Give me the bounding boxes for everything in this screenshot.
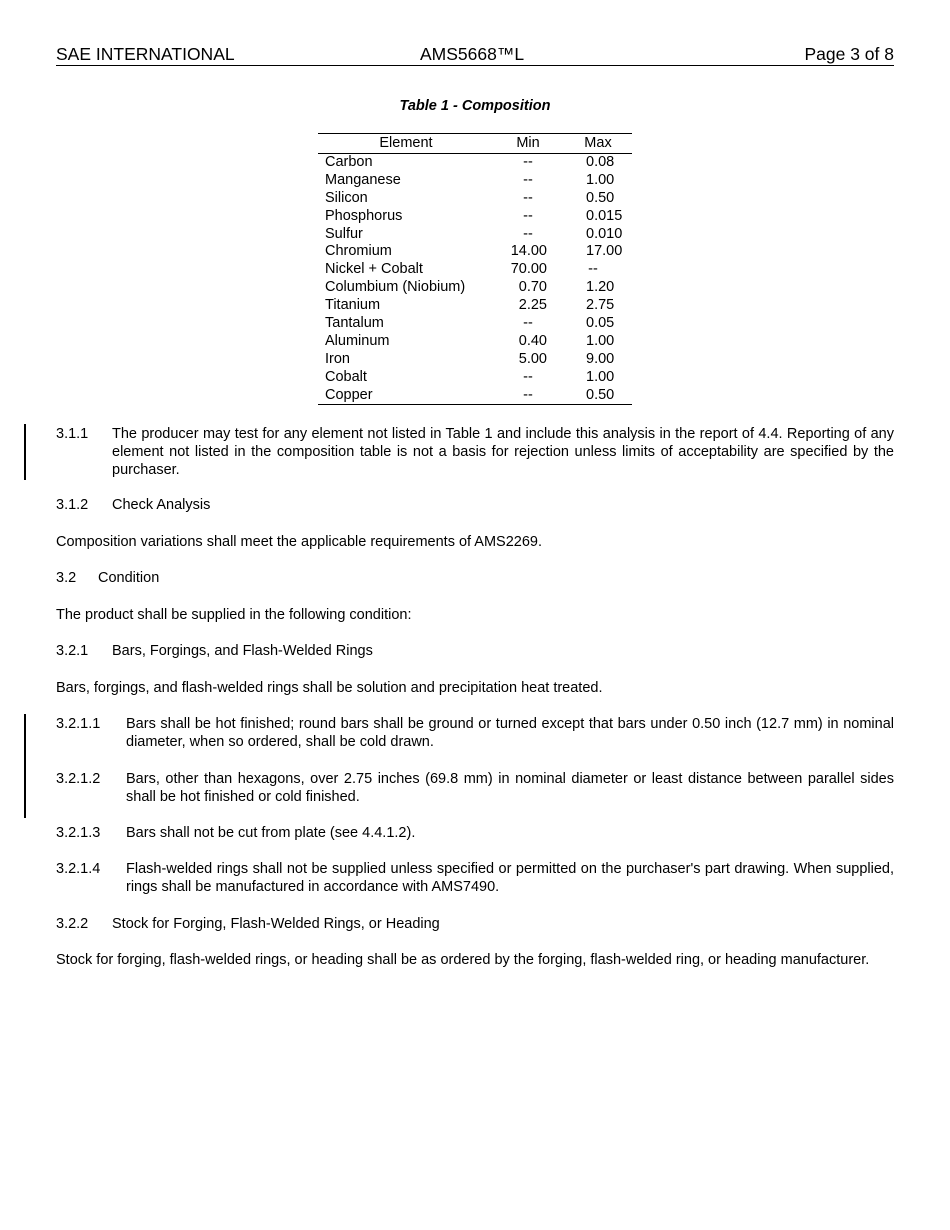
section-3-2-2-body: Stock for forging, flash-welded rings, or heading shall be as ordered by the forging, flash-welded ring, or heading manufacturer. [56, 952, 870, 968]
section-number: 3.1.1 [56, 426, 89, 442]
cell-min: -- [523, 171, 533, 188]
cell-max: 1.20 [586, 279, 615, 296]
cell-min: -- [523, 315, 533, 332]
cell-max: 0.010 [586, 225, 623, 242]
cell-element: Tantalum [325, 315, 384, 332]
cell-max: 9.00 [586, 350, 615, 367]
section-text: Flash-welded rings shall not be supplied unless specified or permitted on the purchaser's part drawing. When supplied, rings shall be manufactured in accordance with AMS7490. [126, 861, 894, 895]
section-3-2-2-heading [56, 915, 894, 933]
section-text: The producer may test for any element not listed in Table 1 and include this analysis in the report of 4.4. Reporting of any element not listed in the composition table is not a basis for rejection unless limits of acceptability are specified by the purchaser. [112, 426, 894, 478]
section-number: 3.2 [56, 570, 77, 586]
table-row [318, 261, 632, 279]
cell-max: 17.00 [586, 243, 623, 260]
cell-max: 1.00 [586, 368, 615, 385]
cell-min: -- [523, 207, 533, 224]
section-number: 3.2.1 [56, 643, 89, 659]
section-3-2-1-body: Bars, forgings, and flash-welded rings shall be solution and precipitation heat treated. [56, 680, 603, 696]
section-text: Bars, other than hexagons, over 2.75 inches (69.8 mm) in nominal diameter or least distance between parallel sides shall be hot finished or cold finished. [126, 771, 894, 805]
section-3-2-1-1 [56, 715, 894, 751]
section-3-2-body: The product shall be supplied in the following condition: [56, 607, 412, 623]
cell-max: 2.75 [586, 297, 615, 314]
table-row [318, 190, 632, 208]
cell-min: 0.70 [518, 279, 547, 296]
table-row [318, 208, 632, 226]
cell-min: -- [523, 386, 533, 403]
section-3-2-1-heading [56, 642, 894, 660]
table-row [318, 279, 632, 297]
section-title: Stock for Forging, Flash-Welded Rings, or Heading [112, 916, 440, 932]
cell-element: Columbium (Niobium) [325, 279, 466, 296]
section-text: Bars shall not be cut from plate (see 4.4.1.2). [126, 825, 416, 841]
cell-min: -- [523, 368, 533, 385]
cell-element: Sulfur [325, 225, 363, 242]
column-header-max: Max [584, 135, 612, 151]
table-row [318, 333, 632, 351]
header-document-id: AMS5668™L [420, 44, 525, 64]
cell-max: 1.00 [586, 332, 615, 349]
cell-max: 0.50 [586, 386, 615, 403]
cell-min: 14.00 [510, 243, 547, 260]
table-row [318, 226, 632, 244]
cell-max: -- [588, 261, 598, 278]
cell-min: 0.40 [518, 332, 547, 349]
table-row [318, 387, 632, 405]
composition-table [318, 133, 632, 405]
cell-element: Nickel + Cobalt [325, 261, 423, 278]
cell-element: Chromium [325, 243, 392, 260]
cell-min: -- [523, 189, 533, 206]
cell-max: 0.50 [586, 189, 615, 206]
section-3-1-2-heading [56, 496, 894, 514]
table-row [318, 243, 632, 261]
table-body [318, 154, 632, 405]
section-title: Condition [98, 570, 160, 586]
cell-min: -- [523, 154, 533, 170]
cell-element: Carbon [325, 154, 373, 170]
cell-element: Phosphorus [325, 207, 403, 224]
section-number: 3.1.2 [56, 497, 89, 513]
header-organization: SAE INTERNATIONAL [56, 44, 235, 64]
cell-max: 1.00 [586, 171, 615, 188]
cell-element: Manganese [325, 171, 401, 188]
cell-max: 0.015 [586, 207, 623, 224]
section-3-2-1-3 [56, 824, 894, 842]
cell-min: 5.00 [518, 350, 547, 367]
section-number: 3.2.1.1 [56, 716, 101, 732]
cell-min: 70.00 [510, 261, 547, 278]
cell-element: Copper [325, 386, 373, 403]
section-number: 3.2.1.2 [56, 771, 101, 787]
section-3-2-heading [56, 569, 894, 587]
cell-max: 0.05 [586, 315, 615, 332]
section-3-1-2-body: Composition variations shall meet the applicable requirements of AMS2269. [56, 534, 543, 550]
cell-element: Iron [325, 350, 350, 367]
table-row [318, 369, 632, 387]
section-text: Bars shall be hot finished; round bars shall be ground or turned except that bars under 0.50 inch (12.7 mm) in nominal diameter, when so ordered, shall be cold drawn. [126, 716, 894, 750]
column-header-element: Element [379, 135, 433, 151]
cell-element: Titanium [325, 297, 381, 314]
page-header [56, 44, 894, 66]
section-number: 3.2.1.4 [56, 861, 101, 877]
section-3-1-1 [56, 425, 894, 479]
cell-element: Aluminum [325, 332, 390, 349]
cell-max: 0.08 [586, 154, 615, 170]
table-row [318, 154, 632, 172]
section-3-2-1-2 [56, 770, 894, 806]
section-number: 3.2.2 [56, 916, 89, 932]
cell-element: Cobalt [325, 368, 367, 385]
table-row [318, 315, 632, 333]
table-caption: Table 1 - Composition [399, 98, 551, 114]
table-row [318, 172, 632, 190]
section-title: Bars, Forgings, and Flash-Welded Rings [112, 643, 373, 659]
cell-min: 2.25 [518, 297, 547, 314]
revision-change-bar [24, 424, 26, 480]
table-row [318, 351, 632, 369]
table-row [318, 297, 632, 315]
section-number: 3.2.1.3 [56, 825, 101, 841]
revision-change-bar [24, 714, 26, 818]
column-header-min: Min [516, 135, 540, 151]
section-title: Check Analysis [112, 497, 211, 513]
header-page-number: Page 3 of 8 [804, 44, 894, 64]
section-3-2-1-4 [56, 860, 894, 896]
cell-min: -- [523, 225, 533, 242]
cell-element: Silicon [325, 189, 368, 206]
table-header-row [318, 133, 632, 154]
